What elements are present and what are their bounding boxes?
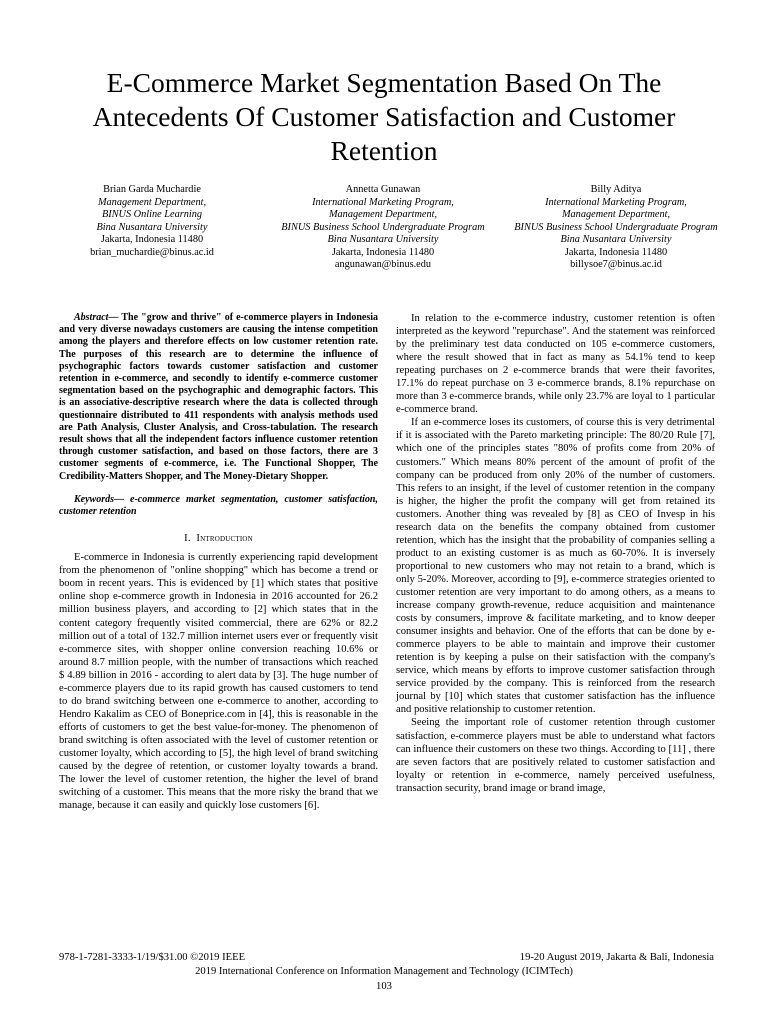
author-affiliation: Bina Nusantara University <box>560 234 672 245</box>
right-column <box>396 312 715 795</box>
page-number: 103 <box>376 981 392 992</box>
author-block-2 <box>268 184 498 272</box>
author-affiliation: International Marketing Program, <box>312 196 454 208</box>
author-name: Brian Garda Muchardie <box>103 184 201 195</box>
abstract <box>59 312 378 483</box>
author-affiliation: Management Department, <box>561 209 671 220</box>
author-location: Jakarta, Indonesia 11480 <box>331 246 435 258</box>
body-paragraph: E-commerce in Indonesia is currently experiencing rapid development from the phenomenon of "online shopping" which has become a trend or boom in recent years. This is evidenced by [1] which states that positive online shop e-commerce growth in Indonesia in 2016 accounted for 26.2 million business players, and according to [2] which states that in the content category frequently visited commercial, there are 62% or 82.2 million out of a total of 132.7 million internet users ever or frequently visit e-commerce sites, with shopper online conversion reaching 10.6% or around 8.7 million people, with the number of transactions which reached $ 4.89 billion in 2016 - according to alert data by [3]. The huge number of e-commerce players due to its rapid growth has caused customers to tend to do brand switching between one e-commerce to another, according to Hendro Kakalim as CEO of Boneprice.com in [4], this is reasonable in the efforts of customers to get the best value-for-money. The phenomenon of brand switching is often associated with the level of customer retention or customer loyalty, which according to [5], the high level of brand switching caused by the degree of retention, or customer loyalty towards a brand. The lower the level of customer retention, the higher the level of brand switching of a customer. This means that the more risky the brand that we manage, because it can easily and quickly lose customers [6]. <box>59 552 378 812</box>
keywords-text: e-commerce market segmentation, customer satisfaction, customer retention <box>59 493 378 518</box>
author-email: angunawan@binus.edu <box>334 259 432 270</box>
author-location: Jakarta, Indonesia 11480 <box>564 246 668 258</box>
footer-conference: 2019 International Conference on Information Management and Technology (ICIMTech) <box>195 966 573 977</box>
body-paragraph: If an e-commerce loses its customers, of course this is very detrimental if it is associated with the Pareto marketing principle: The 80/20 Rule [7], which one of the principles states "80% of profits come from 20% of customers." Which means 80% percent of the amount of profit of the company can be produced from only 20% of the number of customers. This refers to an insight, if the level of customer retention in the company is higher, the higher the profit the company will get from retained its customers. Another thing was revealed by [8] as CEO of Invesp in his research data on the benefits the company obtained from customer retention, which has the insight that the probability of companies selling a product to an existing customer is as much as 60-70%. It is inversely proportional to new customers who may not retain to a brand, which is only 5-20%. Moreover, according to [9], e-commerce strategies oriented to customer retention are very important to do among others, as a means to increase company growth-revenue, reduce acquisition and maintenance costs by consumers, improve & facilitate marketing, and to know deeper consumer insights and behavior. One of the efforts that can be done by e-commerce players to be able to maintain and improve their customer retention is by keeping a pulse on their satisfaction with the company's service, which means by efforts to improve customer satisfaction through service provided by the company. This is reinforced from the research journal by [10] which states that customer satisfaction has the influence and positive relationship to customer retention. <box>396 417 715 716</box>
author-block-3 <box>510 184 722 272</box>
keywords <box>59 494 378 518</box>
author-affiliation: Management Department, <box>328 209 438 220</box>
author-affiliation: Bina Nusantara University <box>96 221 208 233</box>
author-affiliation: BINUS Business School Undergraduate Program <box>514 221 718 233</box>
section-number: I. <box>184 533 191 545</box>
author-name: Billy Aditya <box>590 184 642 195</box>
body-paragraph: In relation to the e-commerce industry, customer retention is often interpreted as the keyword "repurchase". And the statement was reinforced by the preliminary test data conducted on 105 e-commerce customers, where the result showed that in fact as many as 54.1% tend to keep repeating purchases on 2 e-commerce brands that were their favorites, 17.1% do repeat purchase on 3 e-commerce brands, 8.1% repurchase on more than 3 e-commerce brands, while only 23.7% are loyal to 1 particular e-commerce brand. <box>396 313 715 416</box>
author-affiliation: Bina Nusantara University <box>327 234 439 245</box>
section-title: Introduction <box>196 533 253 545</box>
body-paragraph: Seeing the important role of customer retention through customer satisfaction, e-commerce players must be able to understand what factors can influence their customers on these two things. According to [11] , there are seven factors that are positively related to customer satisfaction and loyalty or retention in e-commerce, namely perceived usefulness, transaction security, brand image or brand image, <box>396 717 715 794</box>
author-block-1 <box>62 184 242 259</box>
abstract-label: Abstract— <box>74 312 119 323</box>
author-affiliation: International Marketing Program, <box>545 196 687 208</box>
author-name: Annetta Gunawan <box>345 184 421 195</box>
author-affiliation: BINUS Online Learning <box>101 209 203 220</box>
author-email: brian_muchardie@binus.ac.id <box>90 246 214 258</box>
abstract-text: The "grow and thrive" of e-commerce players in Indonesia and very diverse nowadays customers are causing the intense competition among the players and therefore effects on low customer retention rate. The purposes of this research are to determine the influence of psychographic factors towards customer satisfaction and customer retention in e-commerce, and secondly to identify e-commerce customer segmentation based on the psychographic and demographic factors. This is an associative-descriptive research where the data is collected through questionnaire distributed to 411 respondents with analysis methods used are Path Analysis, Cluster Analysis, and Cross-tabulation. The research result shows that all the independent factors influence customer retention through customer satisfaction, and based on those factors, there are 3 customer segments of e-commerce, i.e. The Functional Shopper, The Credibility-Matters Shopper, and The Money-Dietary Shopper. <box>59 312 378 482</box>
section-heading <box>59 532 378 545</box>
footer-date-location: 19-20 August 2019, Jakarta & Bali, Indonesia <box>519 952 714 963</box>
author-affiliation: Management Department, <box>97 196 207 208</box>
author-email: billysoe7@binus.ac.id <box>570 259 662 270</box>
author-affiliation: BINUS Business School Undergraduate Program <box>281 221 485 233</box>
keywords-label: Keywords— <box>74 493 124 505</box>
footer-isbn: 978-1-7281-3333-1/19/$31.00 ©2019 IEEE <box>59 952 246 963</box>
author-location: Jakarta, Indonesia 11480 <box>100 234 204 245</box>
paper-title: E-Commerce Market Segmentation Based On The Antecedents Of Customer Satisfaction and Customer Retention <box>92 67 676 166</box>
left-column <box>59 312 378 812</box>
